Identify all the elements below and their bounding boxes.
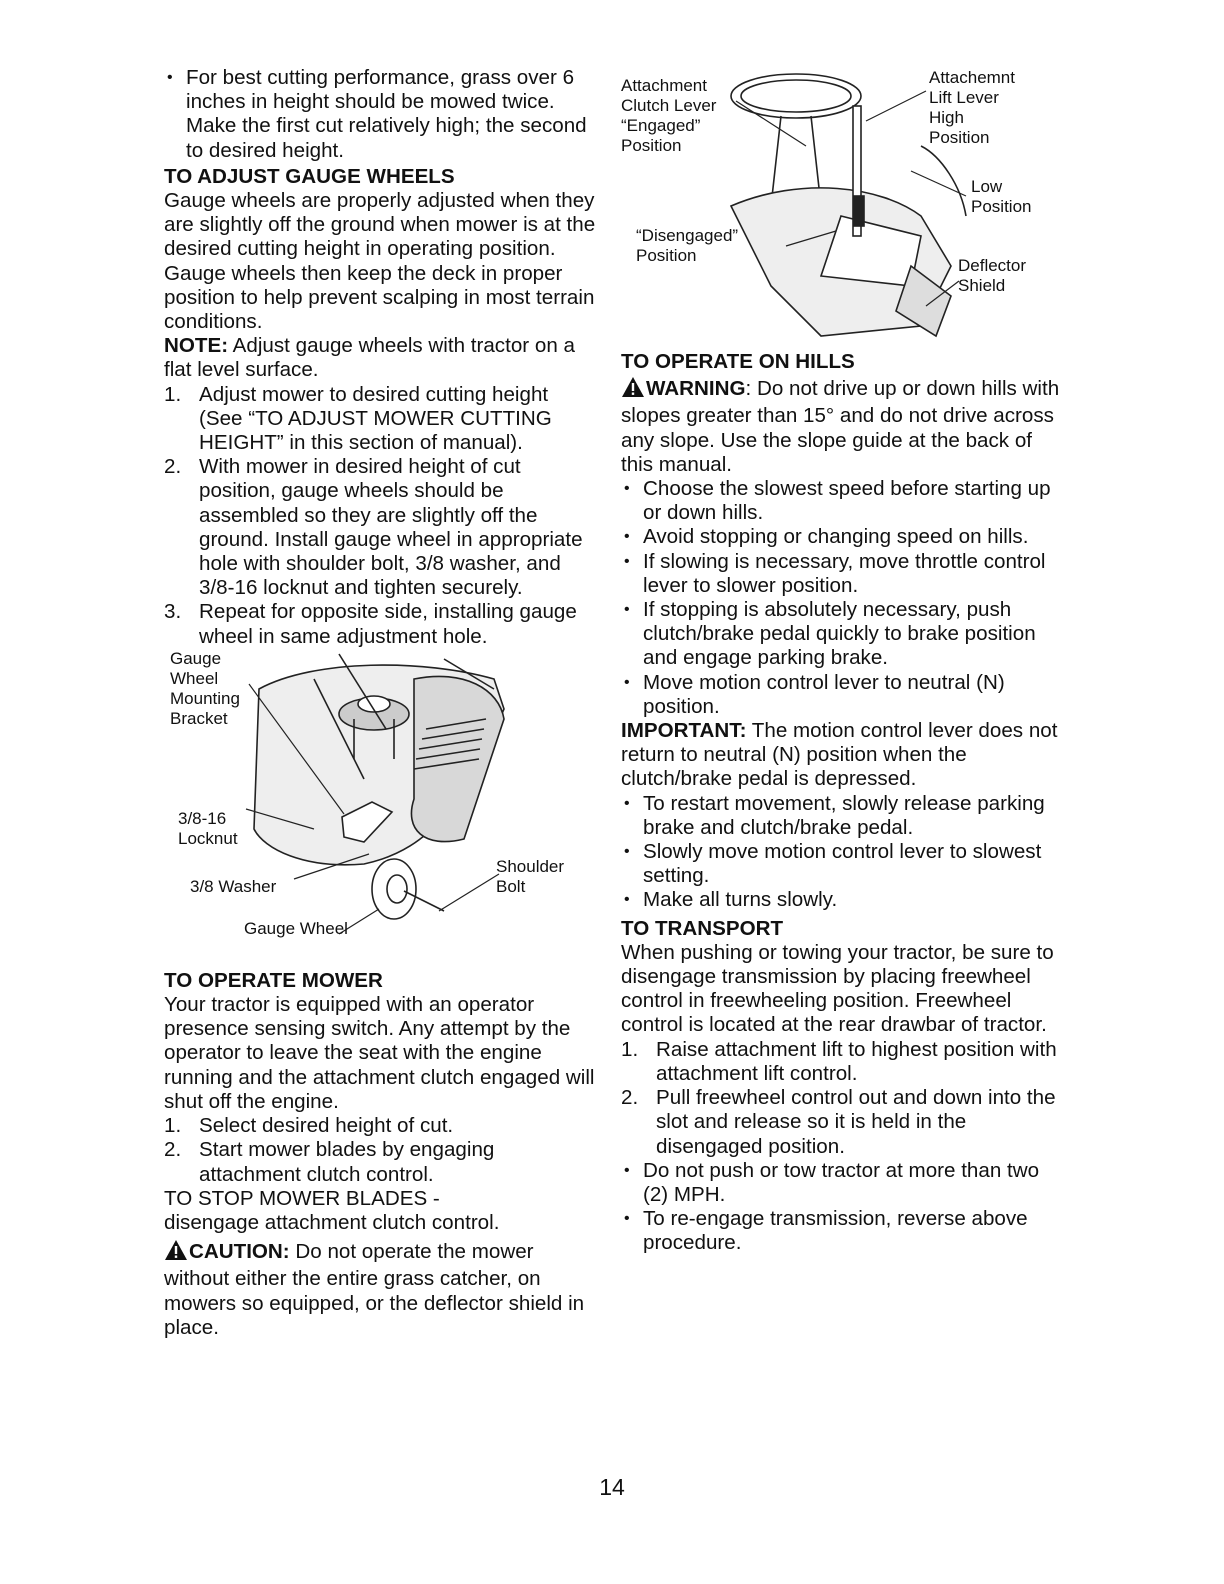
gauge-note [164,334,596,382]
step-number: 2. [164,1138,182,1162]
hills-bullet: • Avoid stopping or changing speed on hills. [621,525,1061,549]
mower-heading: TO OPERATE MOWER [164,968,383,992]
gauge-step-1 [164,383,596,456]
right-column [621,66,1061,1256]
step-text: Repeat for opposite side, installing gauge wheel in same adjustment hole. [199,600,577,648]
step-text: Select desired height of cut. [199,1114,454,1138]
hills-bullet: • Choose the slowest speed before starting up or down hills. [621,477,1061,525]
transport-steps [621,1038,1061,1159]
hills-bullet: • Slowly move motion control lever to slowest setting. [621,840,1061,888]
transport-step-2 [621,1086,1061,1159]
important-label: IMPORTANT: [621,719,747,743]
attachment-lever-figure [621,66,1061,348]
hills-bullet: • Move motion control lever to neutral (N) position. [621,671,1061,719]
lift-lever-label: Attachemnt Lift Lever High Position [929,68,1015,147]
hills-bullet: • If slowing is necessary, move throttle control lever to slower position. [621,550,1061,598]
important-paragraph [621,719,1061,792]
warning-triangle-icon [164,1239,188,1267]
transport-bullet: • Do not push or tow tractor at more than two (2) MPH. [621,1159,1061,1207]
step-text: Adjust mower to desired cutting height (See “TO ADJUST MOWER CUTTING HEIGHT” in this section of manual). [199,382,552,455]
step-number: 1. [164,382,182,406]
step-number: 2. [621,1086,639,1110]
left-column [164,66,596,1340]
gauge-step-3 [164,600,596,648]
step-text: With mower in desired height of cut position, gauge wheels should be assembled so they are slightly off the ground. Install gauge wheel in appropriate hole with shoulder bolt, 3/8 washer, and 3/8-16 locknut and tighten securely. [199,455,583,600]
intro-bullets [164,66,596,163]
wheel-label: Gauge Wheel [244,918,348,938]
step-text: Start mower blades by engaging attachment clutch control. [199,1138,495,1186]
gauge-paragraph: Gauge wheels are properly adjusted when they are slightly off the ground when mower is at the desired cutting height in operating position. Gauge wheels then keep the deck in proper position to help prevent scalping in most terrain conditions. [164,189,596,334]
locknut-label: 3/8-16 Locknut [178,808,238,848]
deflector-shield-label: Deflector Shield [958,256,1027,295]
gauge-steps [164,383,596,649]
step-text: Pull freewheel control out and down into the slot and release so it is held in the disengaged position. [656,1086,1056,1158]
stop-line-1: TO STOP MOWER BLADES - [164,1186,440,1210]
caution-label: CAUTION: [189,1240,290,1264]
hills-bullet: • Make all turns slowly. [621,888,1061,912]
step-number: 3. [164,600,182,624]
gauge-step-2 [164,455,596,600]
warning-triangle-icon [621,376,645,404]
gauge-heading: TO ADJUST GAUGE WHEELS [164,164,455,188]
transport-paragraph: When pushing or towing your tractor, be sure to disengage transmission by placing freewheel control in freewheeling position. Freewheel control is located at the rear drawbar of tractor. [621,940,1054,1037]
step-number: 1. [621,1037,639,1061]
clutch-lever-label: Attachment Clutch Lever “Engaged” Position [621,76,717,155]
bolt-label: Shoulder Bolt [496,856,565,896]
caution-text: Do not operate the mower without either the entire grass catcher, on mowers so equipped, or the deflector shield in place. [164,1240,585,1339]
intro-bullet: • For best cutting performance, grass over 6 inches in height should be mowed twice. Make the first cut relatively high; the second to desired height. [164,66,596,163]
mower-paragraph: Your tractor is equipped with an operator presence sensing switch. Any attempt by the operator to leave the seat with the engine running and the attachment clutch engaged will shut off the engine. [164,993,595,1113]
hills-heading: TO OPERATE ON HILLS [621,350,855,373]
warning-label: WARNING [646,377,746,401]
warning-text: : Do not drive up or down hills with slopes greater than 15° and do not drive across any slope. Use the slope guide at the back of this manual. [621,377,1060,476]
hills-bullet: • To restart movement, slowly release parking brake and clutch/brake pedal. [621,792,1061,840]
transport-step-1 [621,1038,1061,1086]
disengaged-label: “Disengaged” Position [636,226,739,265]
bracket-label: Gauge Wheel Mounting Bracket [170,648,240,728]
mower-step-2 [164,1138,596,1186]
page-number: 14 [599,1474,625,1500]
low-position-label: Low Position [971,177,1032,216]
hills-bullets-2 [621,792,1061,913]
transport-bullets [621,1159,1061,1256]
note-label: NOTE: [164,334,229,358]
hills-bullet: • If stopping is absolutely necessary, push clutch/brake pedal quickly to brake position and engage parking brake. [621,598,1061,671]
caution-paragraph [164,1239,596,1340]
hills-bullets [621,477,1061,719]
step-text: Raise attachment lift to highest position with attachment lift control. [656,1037,1057,1085]
important-text: The motion control lever does not return to neutral (N) position when the clutch/brake pedal is depressed. [621,719,1058,791]
mower-steps [164,1114,596,1187]
step-number: 2. [164,455,182,479]
transport-bullet: • To re-engage transmission, reverse above procedure. [621,1207,1061,1255]
note-text: Adjust gauge wheels with tractor on a flat level surface. [164,334,575,382]
hills-warning [621,376,1061,477]
transport-heading: TO TRANSPORT [621,916,784,940]
washer-label: 3/8 Washer [190,876,277,896]
step-number: 1. [164,1114,182,1138]
gauge-wheel-figure [164,649,596,967]
mower-step-1 [164,1114,596,1138]
stop-line-2: disengage attachment clutch control. [164,1210,500,1234]
